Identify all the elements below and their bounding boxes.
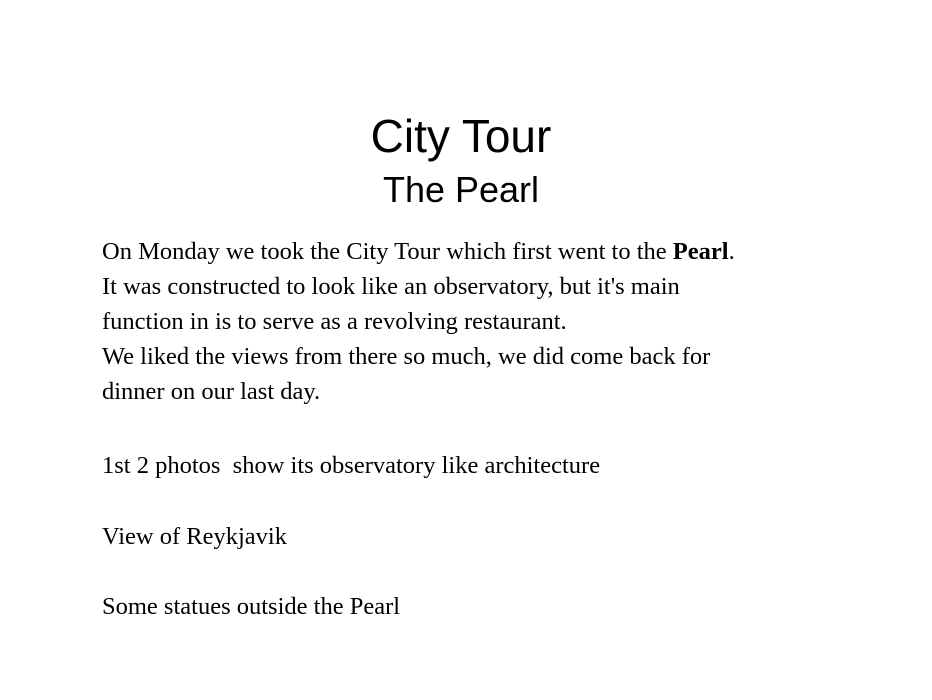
page-title: City Tour: [370, 110, 552, 162]
intro-line-5: dinner on our last day.: [102, 378, 321, 405]
caption-statues: Some statues outside the Pearl: [102, 593, 401, 620]
intro-paragraph: [102, 234, 862, 409]
page-subtitle: The Pearl: [382, 169, 540, 210]
intro-line-3: function in is to serve as a revolving restaurant.: [102, 308, 567, 335]
intro-line-4: We liked the views from there so much, we did come back for: [102, 343, 711, 370]
pearl-bold-text: Pearl: [672, 238, 729, 265]
intro-line-2: It was constructed to look like an observatory, but it's main: [102, 273, 680, 300]
intro-line-1: [102, 234, 862, 269]
caption-view: View of Reykjavik: [102, 523, 287, 550]
intro-line-1-text: On Monday we took the City Tour which first went to the: [102, 238, 673, 265]
caption-architecture: 1st 2 photos show its observatory like architecture: [102, 452, 601, 479]
intro-line-1-end: .: [728, 238, 735, 265]
